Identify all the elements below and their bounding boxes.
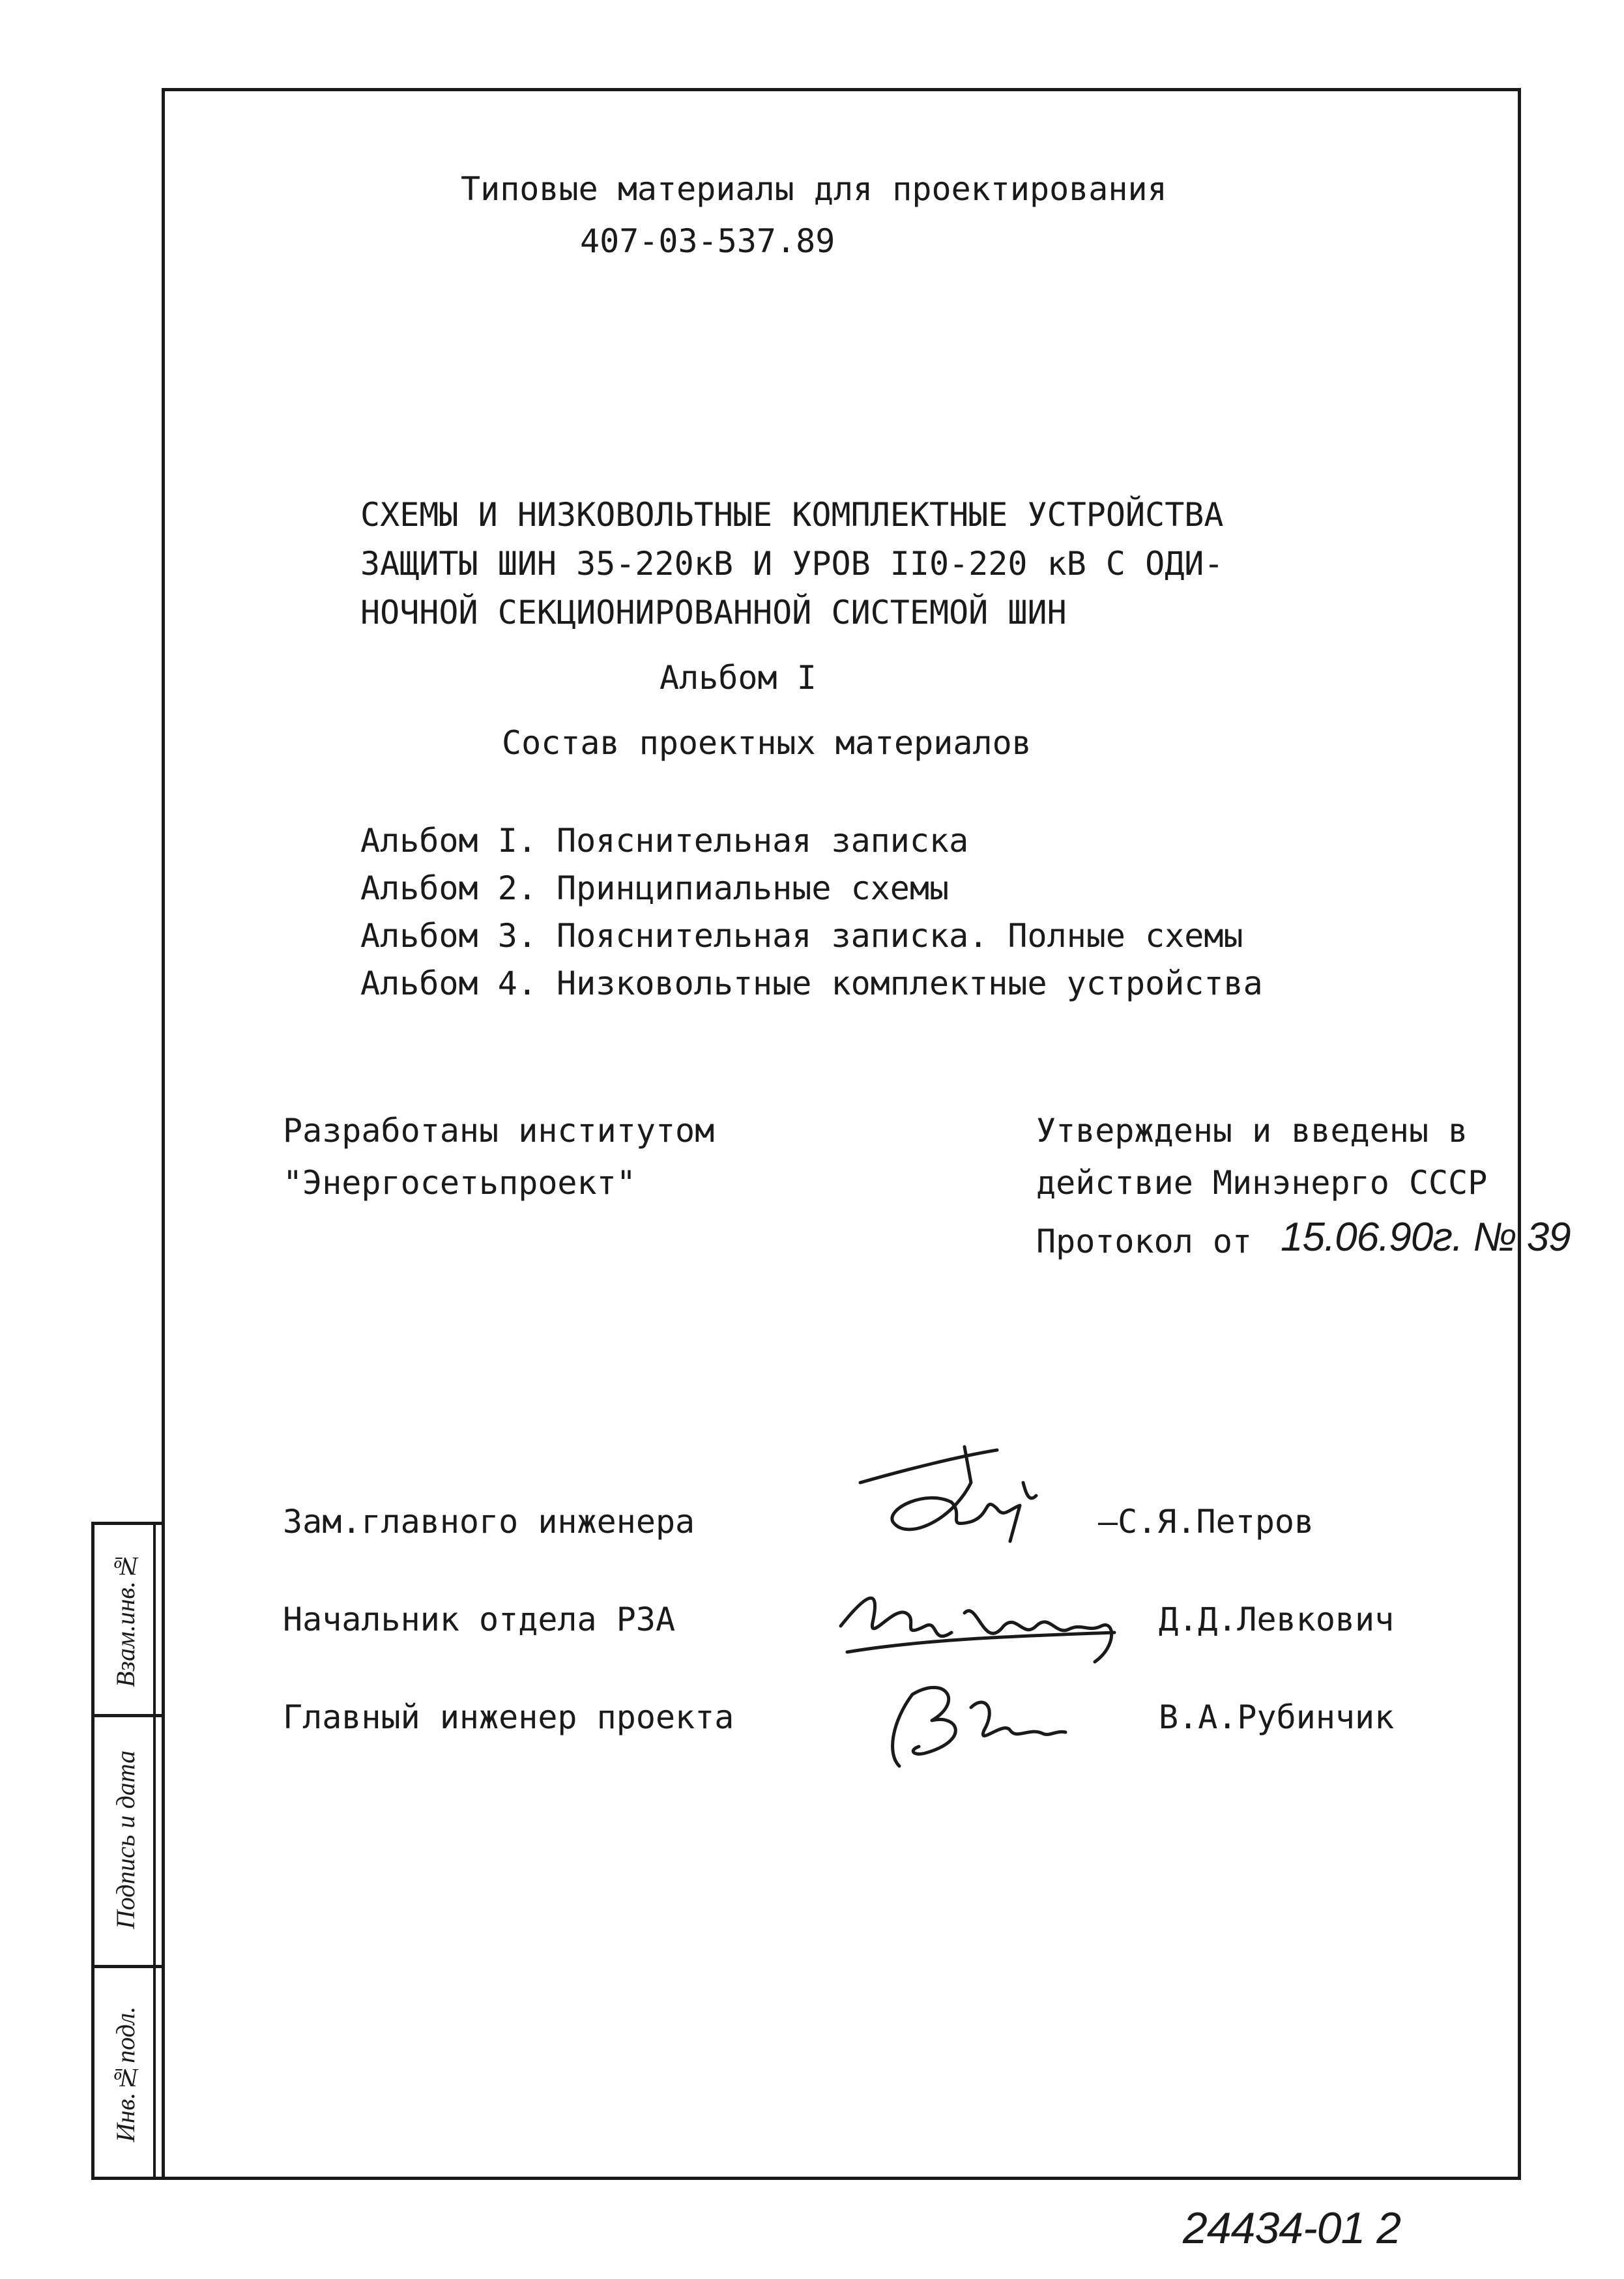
header-line-1: Типовые материалы для проектирования xyxy=(461,170,1167,208)
signatory-title: Главный инженер проекта xyxy=(283,1698,734,1736)
signatory-title: Начальник отдела РЗА xyxy=(283,1601,676,1638)
footer-number: 24434-01 2 xyxy=(1183,2203,1401,2253)
developer-line-1: Разработаны институтом xyxy=(283,1112,715,1150)
protocol-label: Протокол от xyxy=(1036,1223,1253,1260)
title-line-3: НОЧНОЙ СЕКЦИОНИРОВАННОЙ СИСТЕМОЙ ШИН xyxy=(360,594,1067,631)
album-list-item: Альбом 3. Пояснительная записка. Полные схемы xyxy=(360,917,1243,955)
document-code: 407-03-537.89 xyxy=(580,222,835,260)
title-line-2: ЗАЩИТЫ ШИН 35-220кВ И УРОВ II0-220 кВ С ОДИ- xyxy=(360,545,1224,583)
signatory-name: Д.Д.Левкович xyxy=(1159,1601,1395,1638)
signature-petrov xyxy=(847,1444,1082,1554)
signatory-name: —С.Я.Петров xyxy=(1098,1503,1314,1541)
album-list-item: Альбом 4. Низковольтные комплектные устройства xyxy=(360,965,1263,1002)
developer-line-2: "Энергосетьпроект" xyxy=(283,1164,636,1202)
signature-rubinchik xyxy=(873,1668,1082,1779)
title-line-1: СХЕМЫ И НИЗКОВОЛЬТНЫЕ КОМПЛЕКТНЫЕ УСТРОЙСТВА xyxy=(360,496,1224,534)
side-stamp xyxy=(91,1522,163,2180)
approval-line-1: Утверждены и введены в xyxy=(1036,1112,1468,1150)
album-list-item: Альбом I. Пояснительная записка xyxy=(360,822,969,860)
signatory-name: В.А.Рубинчик xyxy=(1159,1698,1395,1736)
signatory-title: Зам.главного инженера xyxy=(283,1503,695,1541)
stamp-label-inv-original: Инв.№подл. xyxy=(111,2006,140,2142)
protocol-date-number: 15.06.90г. № 39 xyxy=(1281,1215,1571,1260)
signature-levkovich xyxy=(828,1574,1140,1678)
composition-heading: Состав проектных материалов xyxy=(502,724,1032,762)
approval-line-2: действие Минэнерго СССР xyxy=(1036,1164,1488,1202)
album-list-item: Альбом 2. Принципиальные схемы xyxy=(360,869,950,907)
stamp-label-replacement-inv: Взам.инв.№ xyxy=(111,1552,140,1687)
album-number: Альбом I xyxy=(660,659,817,697)
stamp-label-signature-date: Подпись и дата xyxy=(111,1750,140,1929)
stamp-column-line xyxy=(153,1525,156,2177)
